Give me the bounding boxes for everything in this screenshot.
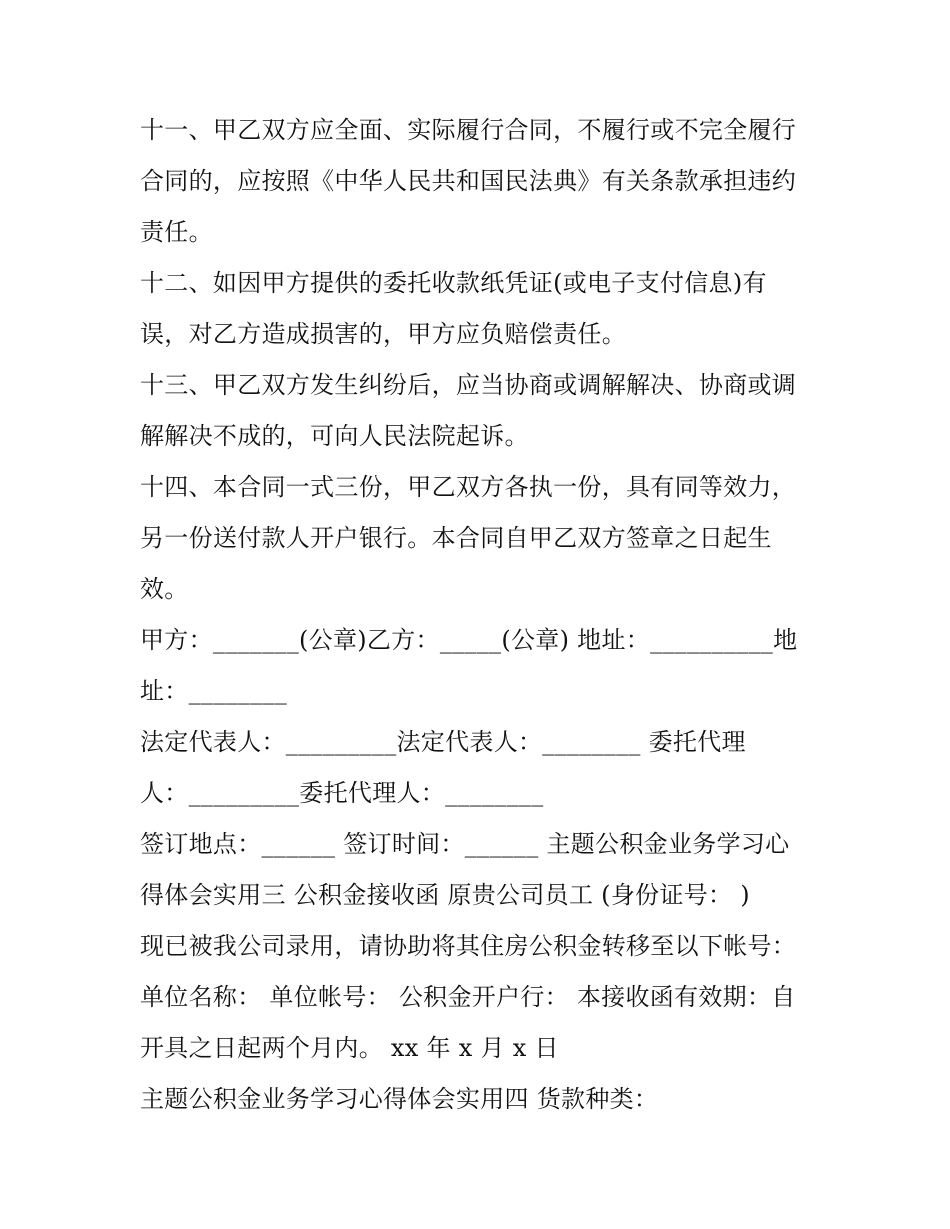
clause-13-line-1: 十三、甲乙双方发生纠纷后，应当协商或调解解决、协商或调 — [140, 371, 797, 399]
clause-14-line-1: 十四、本合同一式三份，甲乙双方各执一份，具有同等效力， — [140, 473, 797, 501]
clause-12-line-2: 误，对乙方造成损害的，甲方应负赔偿责任。 — [140, 320, 626, 348]
clause-13-line-2: 解解决不成的，可向人民法院起诉。 — [140, 422, 529, 450]
signing-info-line-1: 签订地点：______ 签订时间：______ 主题公积金业务学习心 — [140, 830, 790, 858]
clause-14-line-3: 效。 — [140, 575, 189, 603]
legal-representative-line-1: 法定代表人：_________法定代表人：________ 委托代理 — [140, 728, 746, 756]
section-four-heading: 主题公积金业务学习心得体会实用四 货款种类： — [140, 1085, 659, 1113]
receipt-letter-line-4: 开具之日起两个月内。 xx 年 x 月 x 日 — [140, 1034, 559, 1062]
receipt-letter-line-2: 现已被我公司录用，请协助将其住房公积金转移至以下帐号： — [140, 932, 797, 960]
clause-11-line-2: 合同的，应按照《中华人民共和国民法典》有关条款承担违约 — [140, 167, 797, 195]
clause-12-line-1: 十二、如因甲方提供的委托收款纸凭证(或电子支付信息)有 — [140, 269, 767, 297]
clause-14-line-2: 另一份送付款人开户银行。本合同自甲乙双方签章之日起生 — [140, 524, 772, 552]
receipt-letter-line-1: 得体会实用三 公积金接收函 原贵公司员工 (身份证号： ) — [140, 881, 750, 909]
document-body — [140, 105, 812, 1125]
receipt-letter-line-3: 单位名称： 单位帐号： 公积金开户行： 本接收函有效期：自 — [140, 983, 796, 1011]
clause-11-line-1: 十一、甲乙双方应全面、实际履行合同，不履行或不完全履行 — [140, 116, 797, 144]
clause-11-line-3: 责任。 — [140, 218, 213, 246]
legal-representative-line-2: 人：_________委托代理人：________ — [140, 779, 544, 807]
party-address-line-1: 甲方：_______(公章)乙方：_____(公章) 地址：__________地 — [140, 626, 798, 654]
party-address-line-2: 址：________ — [140, 677, 287, 705]
